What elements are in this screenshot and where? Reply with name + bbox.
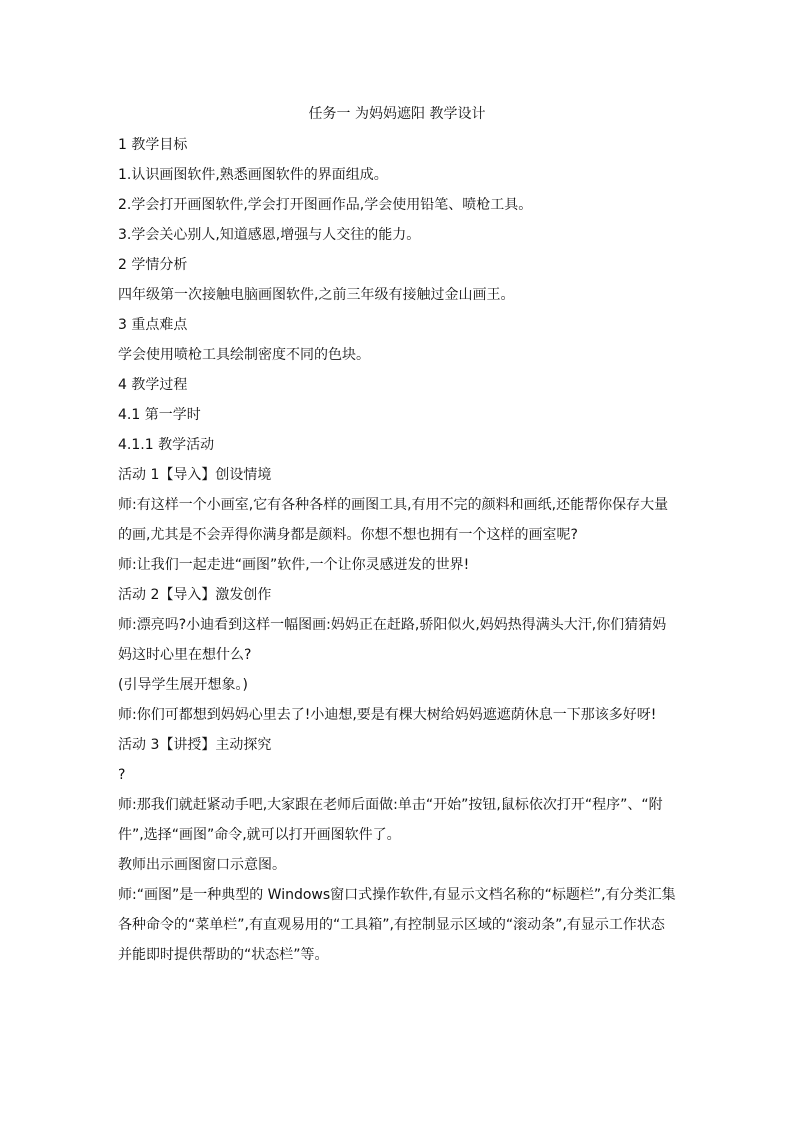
activity-1-text-1: 师:有这样一个小画室,它有各种各样的画图工具,有用不完的颜料和画纸,还能帮你保存大量的画,尤其是不会弄得你满身都是颜料。你想不想也拥有一个这样的画室呢? (118, 497, 669, 543)
heading-teaching-goals: 1 教学目标 (118, 137, 188, 153)
activity-2-heading: 活动 2【导入】激发创作 (118, 587, 272, 603)
student-analysis-text: 四年级第一次接触电脑画图软件,之前三年级有接触过金山画王。 (118, 287, 515, 303)
heading-first-lesson: 4.1 第一学时 (118, 407, 201, 423)
document-body (118, 130, 678, 970)
heading-teaching-process: 4 教学过程 (118, 377, 188, 393)
document-title: 任务一 为妈妈遮阳 教学设计 (308, 106, 486, 122)
goal-1: 1.认识画图软件,熟悉画图软件的界面组成。 (118, 167, 388, 183)
goal-2: 2.学会打开画图软件,学会打开图画作品,学会使用铅笔、喷枪工具。 (118, 197, 533, 213)
activity-3-text-1: 师:那我们就赶紧动手吧,大家跟在老师后面做:单击“开始”按钮,鼠标依次打开“程序”、“附件”,选择“画图”命令,就可以打开画图软件了。 (118, 797, 663, 843)
activity-3-heading: 活动 3【讲授】主动探究 (118, 737, 272, 753)
activity-1-heading: 活动 1【导入】创设情境 (118, 467, 272, 483)
heading-student-analysis: 2 学情分析 (118, 257, 188, 273)
activity-2-text-1: 师:漂亮吗?小迪看到这样一幅图画:妈妈正在赶路,骄阳似火,妈妈热得满头大汗,你们猜猜妈妈这时心里在想什么? (118, 617, 667, 663)
question-mark-line: ? (118, 767, 126, 783)
activity-3-text-3: 师:“画图”是一种典型的 Windows窗口式操作软件,有显示文档名称的“标题栏”,有分类汇集各种命令的“菜单栏”,有直观易用的“工具箱”,有控制显示区域的“滚动条”,有显示工作状态并能即时提供帮助的“状态栏”等。 (118, 887, 676, 963)
activity-1-text-2: 师:让我们一起走进“画图”软件,一个让你灵感迸发的世界! (118, 557, 470, 573)
activity-2-text-2: (引导学生展开想象。) (118, 677, 248, 693)
key-points-text: 学会使用喷枪工具绘制密度不同的色块。 (118, 347, 370, 363)
heading-teaching-activities: 4.1.1 教学活动 (118, 437, 215, 453)
heading-key-points: 3 重点难点 (118, 317, 188, 333)
activity-3-text-2: 教师出示画图窗口示意图。 (118, 857, 286, 873)
activity-2-text-3: 师:你们可都想到妈妈心里去了!小迪想,要是有棵大树给妈妈遮遮荫休息一下那该多好呀! (118, 707, 657, 723)
goal-3: 3.学会关心别人,知道感恩,增强与人交往的能力。 (118, 227, 421, 243)
